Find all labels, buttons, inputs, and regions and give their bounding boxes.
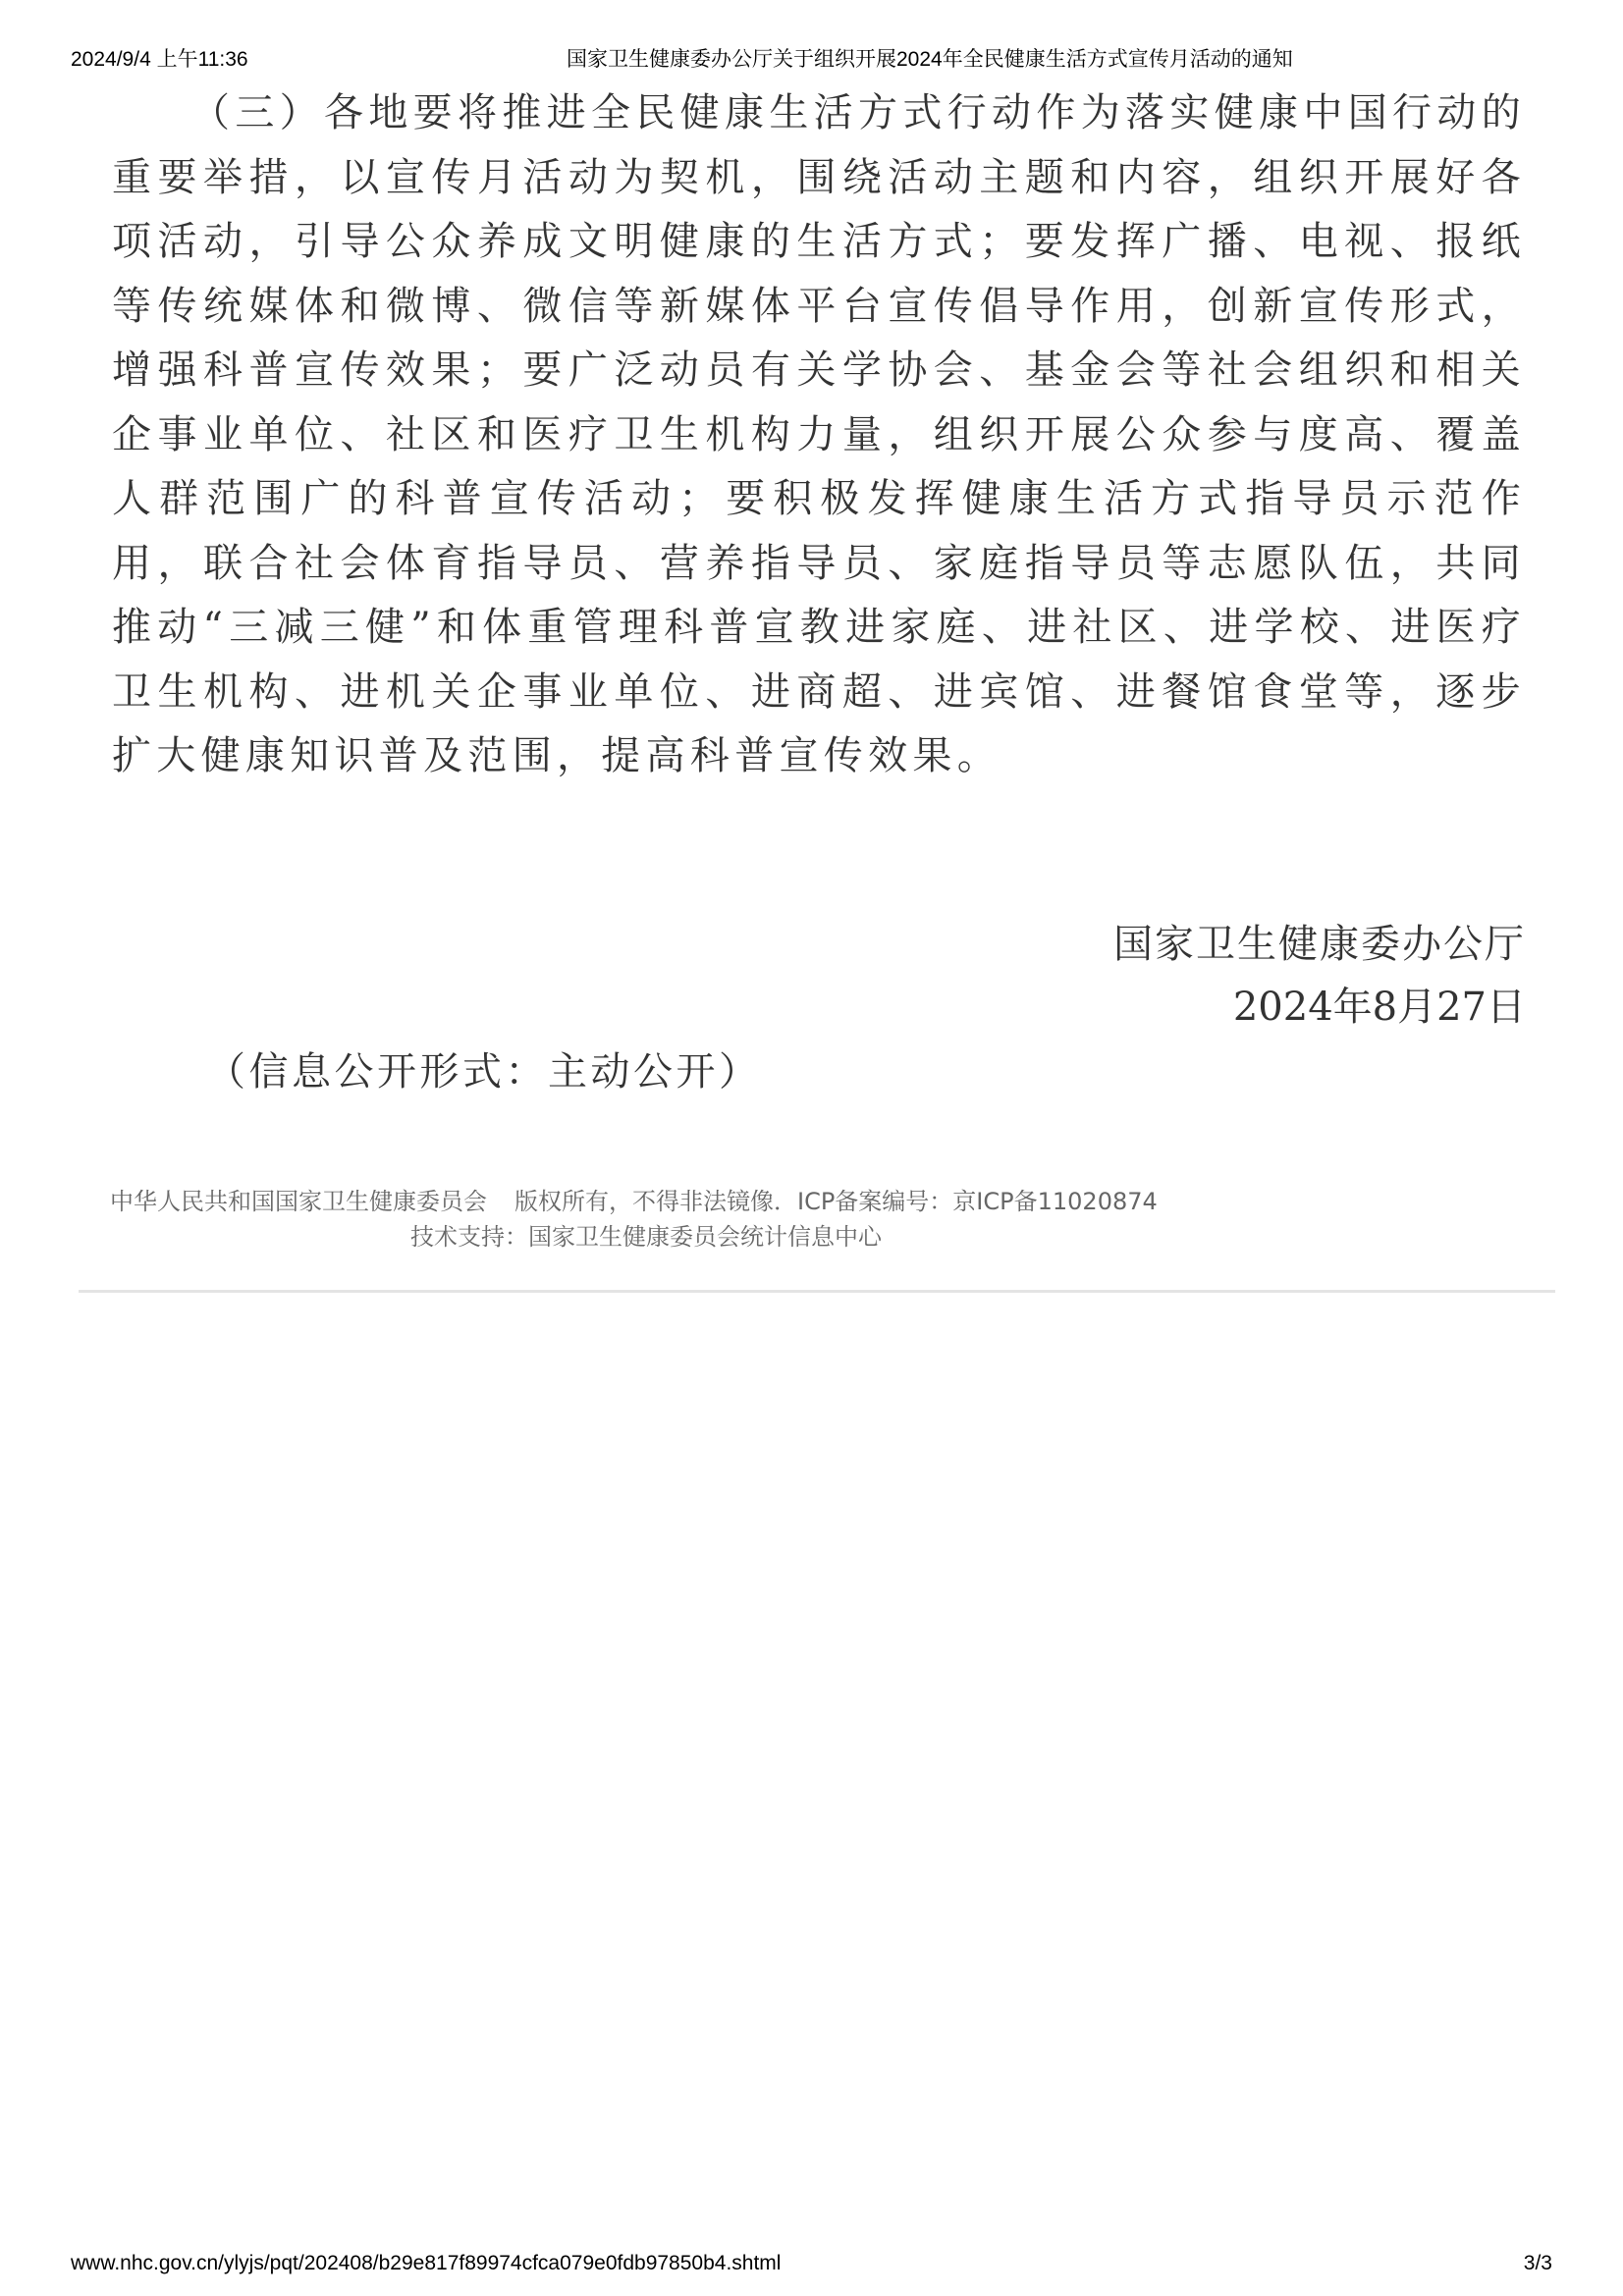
footer-divider: [79, 1290, 1555, 1293]
footer-copyright: 中华人民共和国国家卫生健康委员会: [110, 1188, 487, 1215]
site-footer: [110, 1184, 1158, 1255]
print-footer: [71, 2252, 1552, 2281]
print-page-title: 国家卫生健康委办公厅关于组织开展2024年全民健康生活方式宣传月活动的通知: [567, 48, 1293, 71]
article-body: [112, 81, 1526, 789]
footer-icp: 版权所有，不得非法镜像．ICP备案编号：京ICP备11020874: [514, 1188, 1158, 1215]
signature-organization: 国家卫生健康委办公厅: [1113, 922, 1526, 967]
footer-tech-support: 技术支持：国家卫生健康委员会统计信息中心: [410, 1223, 882, 1251]
print-url: www.nhc.gov.cn/ylyjs/pqt/202408/b29e817f89974cfca079e0fdb97850b4.shtml: [71, 2252, 782, 2274]
disclosure-note: （信息公开形式：主动公开）: [206, 1049, 762, 1095]
article-paragraph: （三）各地要将推进全民健康生活方式行动作为落实健康中国行动的重要举措，以宣传月活动为契机，围绕活动主题和内容，组织开展好各项活动，引导公众养成文明健康的生活方式；要发挥广播、电视、报纸等传统媒体和微博、微信等新媒体平台宣传倡导作用，创新宣传形式，增强科普宣传效果；要广泛动员有关学协会、基金会等社会组织和相关企事业单位、社区和医疗卫生机构力量，组织开展公众参与度高、覆盖人群范围广的科普宣传活动；要积极发挥健康生活方式指导员示范作用，联合社会体育指导员、营养指导员、家庭指导员等志愿队伍，共同推动“三减三健”和体重管理科普宣教进家庭、进社区、进学校、进医疗卫生机构、进机关企事业单位、进商超、进宾馆、进餐馆食堂等，逐步扩大健康知识普及范围，提高科普宣传效果。: [112, 90, 1526, 778]
print-timestamp: 2024/9/4 上午11:36: [71, 48, 248, 71]
signature-date: 2024年8月27日: [1232, 985, 1526, 1030]
print-page-number: 3/3: [1523, 2252, 1552, 2274]
print-header: [71, 43, 1552, 73]
